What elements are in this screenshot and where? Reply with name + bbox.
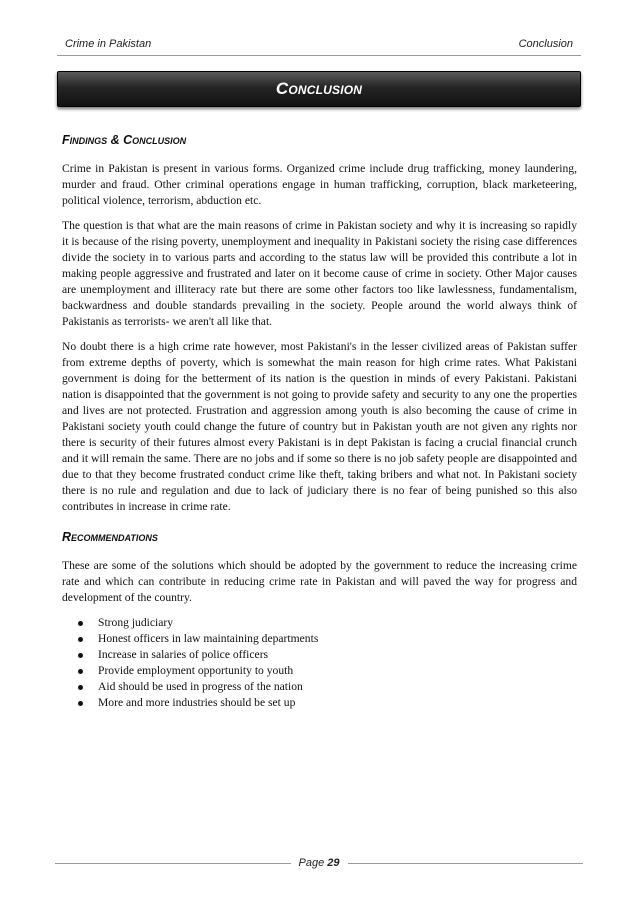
page-header (57, 38, 581, 56)
list-item (98, 615, 577, 631)
bullet-icon (78, 669, 83, 674)
list-item (98, 647, 577, 663)
chapter-banner (57, 71, 581, 107)
recommendations-heading: Recommendations (62, 530, 158, 544)
findings-paragraph: Crime in Pakistan is present in various forms. Organized crime include drug trafficking, money laundering, murder and fraud. Other criminal operations engage in human trafficking, corruption, black marketeering, political violence, terrorism, abduction etc. (62, 162, 577, 207)
page-number (291, 857, 348, 869)
bullet-icon (78, 685, 83, 690)
findings-heading: Findings & Conclusion (62, 133, 187, 147)
bullet-icon (78, 637, 83, 642)
page-number-value: 29 (327, 857, 340, 869)
bullet-icon (78, 653, 83, 658)
list-item (98, 631, 577, 647)
findings-paragraph: The question is that what are the main reasons of crime in Pakistan society and why it is increasing so rapidly it is because of the rising poverty, unemployment and inequality in Pakistani society the rising case differences divide the society in to various parts and according to the status law will be provided this contribute a lot in making people aggressive and frustrated and later on it become cause of crime in society. Other Major causes are unemployment and illiteracy rate but there are some other factors too like lawlessness, fundamentalism, backwardness and double standards prevailing in the society. People around the world always think of Pakistanis as terrorists- we aren't all like that. (62, 219, 577, 328)
list-item-text: Aid should be used in progress of the nation (98, 680, 303, 693)
list-item (98, 695, 577, 711)
list-item (98, 663, 577, 679)
list-item-text: More and more industries should be set up (98, 696, 296, 709)
footer-rule-right (348, 863, 584, 864)
list-item (98, 679, 577, 695)
list-item-text: Strong judiciary (98, 616, 174, 629)
findings-paragraph: No doubt there is a high crime rate however, most Pakistani's in the lesser civilized areas of Pakistan suffer from extreme depths of poverty, which is somewhat the main reason for high crime rates. What Pakistani government is doing for the betterment of its nation is the question in minds of every Pakistani. Pakistani nation is disappointed that the government is not going to provide safety and security to any one the properties and lives are not protected. Frustration and aggression among youth is also becoming the cause of crime in Pakistani society youth could change the future of country but in Pakistan youth are not given any rights nor there is security of their futures almost every Pakistani is in dept Pakistan is facing a crucial financial crunch and it will remain the same. There are no jobs and if some so there is no job safety people are disappointed and due to that they become frustrated conduct crime like theft, taking bribers and what not. In Pakistani society there is no rule and regulation and due to lack of judiciary there is no fear of being punished so this also contributes in increase in crime rate. (62, 340, 577, 513)
page-footer (55, 855, 583, 871)
page-label: Page (298, 857, 325, 869)
footer-rule-left (55, 863, 291, 864)
header-section-title: Conclusion (518, 38, 573, 50)
bullet-icon (78, 701, 83, 706)
list-item-text: Honest officers in law maintaining departments (98, 632, 319, 645)
page-content (62, 126, 577, 711)
recommendations-intro: These are some of the solutions which should be adopted by the government to reduce the increasing crime rate and which can contribute in reducing crime rate in Pakistan and will paved the way for progress and development of the country. (62, 559, 577, 604)
chapter-title: Conclusion (275, 79, 363, 98)
list-item-text: Provide employment opportunity to youth (98, 664, 294, 677)
bullet-icon (78, 621, 83, 626)
header-document-title: Crime in Pakistan (65, 38, 152, 50)
recommendations-list (62, 615, 577, 711)
list-item-text: Increase in salaries of police officers (98, 648, 269, 661)
